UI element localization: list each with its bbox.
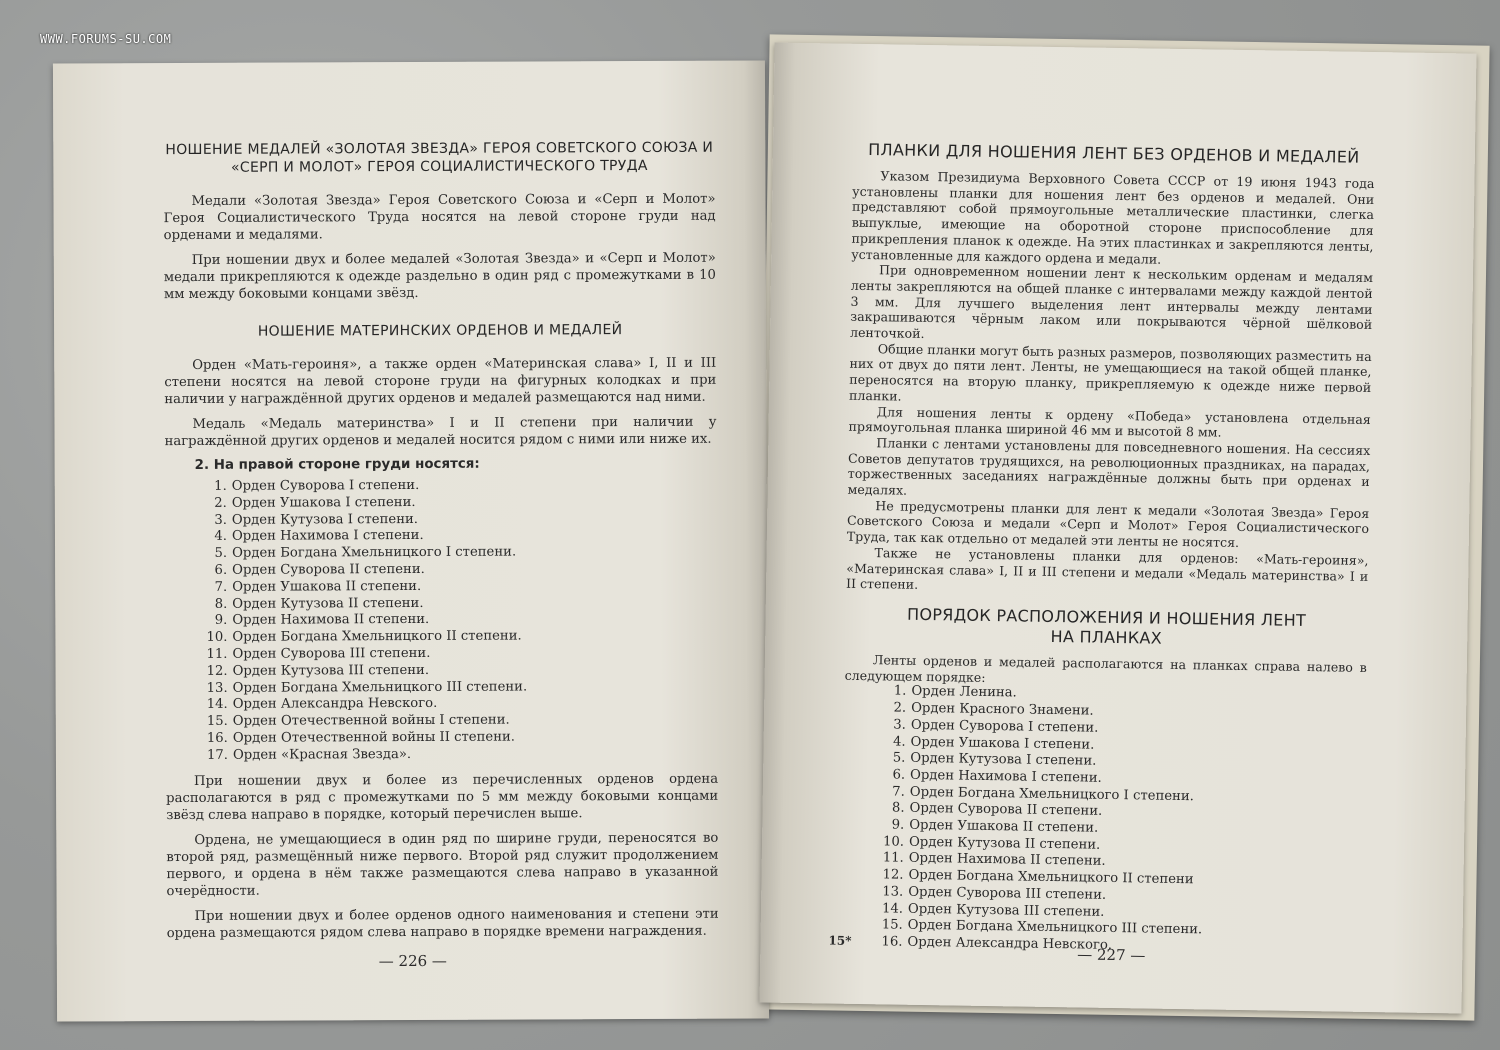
right-ribbons-list bbox=[840, 683, 1366, 958]
left-paragraph-6: Ордена, не умещающиеся в один ряд по ширине груди, переносятся во второй ряд, размещённый ниже первого. Второй ряд служит продолжением первого, и ордена в нём также размещаются слева направо в указанной очерёдности. bbox=[166, 830, 719, 899]
list-item: 15. Орден Отечественной войны I степени. bbox=[206, 712, 510, 730]
list-item: 8. Орден Суворова II степени. bbox=[891, 800, 1103, 820]
right-paragraph-7: Также не установлены планки для орденов: «Мать-героиня», «Материнская слава» I, II и III степени и медали «Медаль материнства» I и II степени. bbox=[845, 545, 1369, 593]
right-heading-ribbon-bars: ПЛАНКИ ДЛЯ НОШЕНИЯ ЛЕНТ БЕЗ ОРДЕНОВ И МЕДАЛЕЙ bbox=[868, 140, 1360, 167]
list-item: 13. Орден Суворова III степени. bbox=[882, 884, 1107, 903]
right-paragraph-1: Указом Президиума Верховного Совета СССР от 19 июня 1943 года установлены планки для ношения лент без орденов и медалей. Они представляют собой прямоугольные металлические пластинки, слегка выпуклые, имеющие на оборотной стороне приспособление для прикрепления планок к одежде. На этих пластинках и закрепляются ленты, установленные для каждого ордена и медали. bbox=[851, 168, 1375, 267]
list-item: 4. Орден Нахимова I степени. bbox=[214, 528, 424, 545]
left-subheading-right-side: 2. На правой стороне груди носятся: bbox=[194, 456, 480, 473]
left-paragraph-4: Медаль «Медаль материнства» I и II степени при наличии у награждённой других орденов и медалей носится рядом с ними или ниже их. bbox=[164, 414, 717, 450]
list-item: 2. Орден Красного Знамени. bbox=[893, 700, 1094, 719]
list-item: 10. Орден Кутузова II степени. bbox=[882, 834, 1101, 853]
list-item: 5. Орден Кутузова I степени. bbox=[892, 750, 1097, 769]
list-item: 5. Орден Богдана Хмельницкого I степени. bbox=[214, 544, 517, 562]
list-item: 7. Орден Богдана Хмельницкого I степени. bbox=[892, 784, 1194, 804]
open-book bbox=[40, 40, 1480, 1030]
left-paragraph-3: Орден «Мать-героиня», а также орден «Материнская слава» I, II и III степени носятся на левой стороне груди на фигурных колодках и при наличии у награждённой других орденов и медалей размещаются над ними. bbox=[164, 355, 717, 408]
list-item: 16. Орден Отечественной войны II степени. bbox=[206, 729, 515, 746]
watermark: WWW.FORUMS-SU.COM bbox=[40, 32, 172, 46]
left-paragraph-2: При ношении двух и более медалей «Золотая Звезда» и «Серп и Молот» медали прикрепляются к одежде раздельно в один ряд с промежутками в 10 мм между боковыми концами звёзд. bbox=[163, 250, 716, 303]
list-item: 14. Орден Александра Невского. bbox=[206, 696, 438, 713]
list-item: 9. Орден Нахимова II степени. bbox=[214, 612, 430, 629]
list-item: 1. Орден Суворова I степени. bbox=[214, 477, 420, 494]
right-paragraph-5: Планки с лентами установлены для повседневного ношения. На сессиях Советов депутатов трудящихся, на революционных праздниках, на парадах, торжественных заседаниях награждённые должны быть при орденах и медалях. bbox=[847, 435, 1371, 498]
right-paragraph-4: Для ношения ленты к ордену «Победа» установлена отдельная прямоугольная планка шириной 46 мм и высотой 8 мм. bbox=[848, 403, 1371, 440]
list-item: 6. Орден Суворова II степени. bbox=[214, 561, 425, 578]
list-item: 1. Орден Ленина. bbox=[893, 683, 1017, 701]
list-item: 6. Орден Нахимова I степени. bbox=[892, 767, 1102, 786]
left-paragraph-5: При ношении двух и более из перечисленных орденов ордена располагаются в ряд с промежутками по 5 мм между боковыми концами звёзд слева направо в порядке, который перечислен выше. bbox=[166, 771, 719, 823]
left-heading-gold-star: НОШЕНИЕ МЕДАЛЕЙ «ЗОЛОТАЯ ЗВЕЗДА» ГЕРОЯ СОВЕТСКОГО СОЮЗА И «СЕРП И МОЛОТ» ГЕРОЯ СОЦИАЛИСТИЧЕСКОГО ТРУДА bbox=[165, 139, 714, 176]
left-page-number: — 226 — bbox=[378, 951, 447, 971]
list-item: 12. Орден Богдана Хмельницкого II степени bbox=[882, 867, 1194, 888]
left-page bbox=[53, 60, 769, 1021]
list-item: 11. Орден Суворова III степени. bbox=[206, 645, 431, 662]
list-item: 3. Орден Суворова I степени. bbox=[893, 717, 1099, 736]
list-item: 11. Орден Нахимова II степени. bbox=[882, 850, 1106, 870]
list-item: 7. Орден Ушакова II степени. bbox=[214, 578, 422, 595]
printer-signature-mark: 15* bbox=[828, 933, 852, 948]
list-item: 3. Орден Кутузова I степени. bbox=[214, 511, 418, 528]
right-page-number: — 227 — bbox=[1077, 945, 1146, 965]
right-heading-order-of-ribbons: ПОРЯДОК РАСПОЛОЖЕНИЯ И НОШЕНИЯ ЛЕНТ НА ПЛАНКАХ bbox=[906, 604, 1307, 648]
left-orders-list bbox=[165, 477, 718, 765]
list-item: 14. Орден Кутузова III степени. bbox=[881, 900, 1105, 920]
right-paragraph-6: Не предусмотрены планки для лент к медали «Золотая Звезда» Героя Советского Союза и медали «Серп и Молот» Героя Социалистического Труда, так как отдельно от медалей эти ленты не носятся. bbox=[846, 497, 1370, 551]
left-paragraph-1: Медали «Золотая Звезда» Героя Советского Союза и «Серп и Молот» Героя Социалистического Труда носятся на левой стороне груди над орденами и медалями. bbox=[163, 191, 716, 244]
right-paragraph-8: Ленты орденов и медалей располагаются на планках справа налево в следующем порядке: bbox=[844, 652, 1367, 685]
right-paragraph-3: Общие планки могут быть разных размеров, позволяющих разместить на них от двух до пяти лент. Ленты, не умещающиеся на такой общей планке, переносятся на вторую планку, прикрепляемую к одежде ниже первой планки. bbox=[848, 340, 1372, 404]
list-item: 13. Орден Богдана Хмельницкого III степени. bbox=[206, 679, 528, 696]
left-paragraph-7: При ношении двух и более орденов одного наименования и степени эти ордена размещаются рядом слева направо в порядке времени награждения. bbox=[166, 906, 719, 941]
list-item: 2. Орден Ушакова I степени. bbox=[214, 494, 416, 511]
list-item: 9. Орден Ушакова II степени. bbox=[891, 817, 1099, 836]
list-item: 8. Орден Кутузова II степени. bbox=[214, 595, 424, 612]
right-page bbox=[760, 43, 1477, 1014]
list-item: 16. Орден Александра Невского. bbox=[881, 934, 1113, 953]
list-item: 12. Орден Кутузова III степени. bbox=[206, 662, 430, 679]
left-heading-maternal: НОШЕНИЕ МАТЕРИНСКИХ ОРДЕНОВ И МЕДАЛЕЙ bbox=[257, 322, 623, 340]
list-item: 17. Орден «Красная Звезда». bbox=[206, 746, 412, 763]
list-item: 15. Орден Богдана Хмельницкого III степени. bbox=[881, 917, 1203, 938]
list-item: 10. Орден Богдана Хмельницкого II степени. bbox=[206, 628, 522, 646]
list-item: 4. Орден Ушакова I степени. bbox=[892, 733, 1095, 753]
right-paragraph-2: При одновременном ношении лент к нескольким орденам и медалям ленты закрепляются на общей планке с интервалами между каждой лентой 3 мм. Для лучшего выделения лент интервалы между лентами закрашиваются чёрным лаком или покрываются чёрной шёлковой ленточкой. bbox=[849, 262, 1374, 341]
